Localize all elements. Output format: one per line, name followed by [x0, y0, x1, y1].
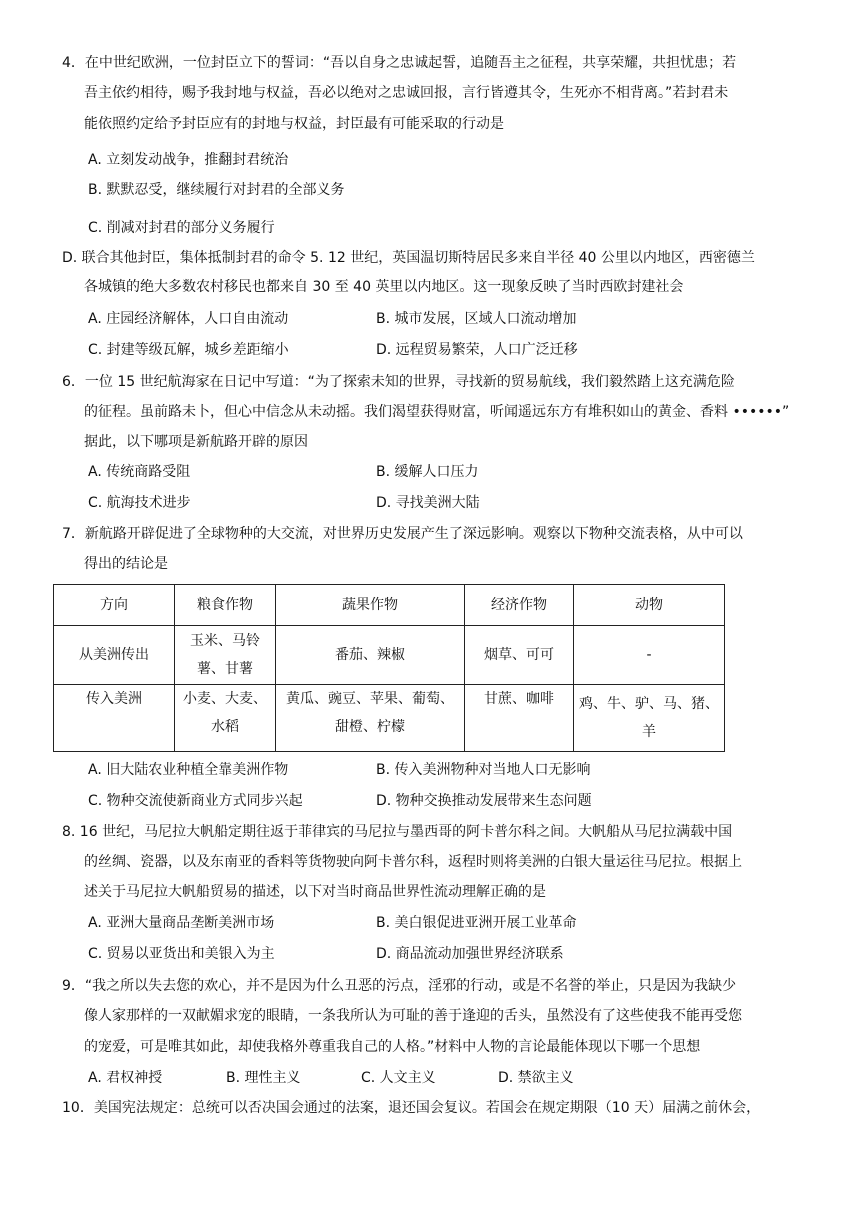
- table-cell: 鸡、牛、驴、马、猪、羊: [574, 685, 725, 752]
- table-cell: 从美洲传出: [54, 626, 175, 685]
- q9-option-c: C. 人文主义: [361, 1070, 436, 1086]
- q9-option-a: A. 君权神授: [88, 1070, 163, 1086]
- q4-stem-line1: 4．在中世纪欧洲，一位封臣立下的誓词：“吾以自身之忠诚起誓，追随吾主之征程，共享荣耀，共担忧患；若: [62, 55, 737, 71]
- table-header-cell: 动物: [574, 585, 725, 626]
- q8-option-c: C. 贸易以亚货出和美银入为主: [88, 946, 275, 962]
- table-row: [54, 685, 725, 752]
- q5-option-c: C. 封建等级瓦解，城乡差距缩小: [88, 342, 289, 358]
- table-cell: 黄瓜、豌豆、苹果、葡萄、甜橙、柠檬: [276, 685, 465, 752]
- q6-option-d: D. 寻找美洲大陆: [376, 495, 480, 511]
- q5-option-d: D. 远程贸易繁荣，人口广泛迁移: [376, 342, 578, 358]
- q6-stem-line3: 据此，以下哪项是新航路开辟的原因: [84, 434, 308, 450]
- q4-option-a: A. 立刻发动战争，推翻封君统治: [88, 152, 289, 168]
- q8-stem-line3: 述关于马尼拉大帆船贸易的描述，以下对当时商品世界性流动理解正确的是: [84, 884, 546, 900]
- table-header-cell: 粮食作物: [175, 585, 276, 626]
- q8-option-d: D. 商品流动加强世界经济联系: [376, 946, 564, 962]
- q5-stem-line2: 各城镇的绝大多数农村移民也都来自 30 至 40 英里以内地区。这一现象反映了当时西欧封建社会: [84, 279, 684, 295]
- table-cell: 烟草、可可: [465, 626, 574, 685]
- q8-option-b: B. 美白银促进亚洲开展工业革命: [376, 915, 577, 931]
- q7-stem-line1: 7．新航路开辟促进了全球物种的大交流，对世界历史发展产生了深远影响。观察以下物种交流表格，从中可以: [62, 526, 743, 542]
- q6-stem-line2: 的征程。虽前路未卜，但心中信念从未动摇。我们渴望获得财富，听闻遥远东方有堆积如山的黄金、香料 ••••••”: [84, 404, 790, 420]
- q4-stem-line3: 能依照约定给予封臣应有的封地与权益，封臣最有可能采取的行动是: [84, 116, 504, 132]
- q8-stem-line1: 8. 16 世纪，马尼拉大帆船定期往返于菲律宾的马尼拉与墨西哥的阿卡普尔科之间。大帆船从马尼拉满载中国: [62, 824, 733, 840]
- q5-option-a: A. 庄园经济解体，人口自由流动: [88, 311, 289, 327]
- q4-option-b: B. 默默忍受，继续履行对封君的全部义务: [88, 182, 345, 198]
- q8-stem-line2: 的丝绸、瓷器，以及东南亚的香料等货物驶向阿卡普尔科，返程时则将美洲的白银大量运往马尼拉。根据上: [84, 854, 742, 870]
- q4-option-c: C. 削减对封君的部分义务履行: [88, 220, 275, 236]
- table-cell: 小麦、大麦、水稻: [175, 685, 276, 752]
- q6-option-c: C. 航海技术进步: [88, 495, 191, 511]
- q6-stem-line1: 6．一位 15 世纪航海家在日记中写道：“为了探索未知的世界，寻找新的贸易航线，我们毅然踏上这充满危险: [62, 374, 735, 390]
- species-exchange-table: [53, 584, 725, 752]
- q9-stem-line3: 的宠爱，可是唯其如此，却使我格外尊重我自己的人格。”材料中人物的言论最能体现以下哪一个思想: [84, 1039, 701, 1055]
- q10-stem-line1: 10．美国宪法规定：总统可以否决国会通过的法案，退还国会复议。若国会在规定期限（10 天）届满之前休会，: [62, 1100, 761, 1116]
- q6-option-a: A. 传统商路受阻: [88, 464, 191, 480]
- table-header-cell: 蔬果作物: [276, 585, 465, 626]
- q7-stem-line2: 得出的结论是: [84, 556, 168, 572]
- q4-option-d-q5-stem: D. 联合其他封臣，集体抵制封君的命令 5. 12 世纪，英国温切斯特居民多来自半径 40 公里以内地区，西密德兰: [62, 250, 755, 266]
- table-header-row: [54, 585, 725, 626]
- q9-option-d: D. 禁欲主义: [498, 1070, 574, 1086]
- table-header-cell: 方向: [54, 585, 175, 626]
- q9-stem-line1: 9．“我之所以失去您的欢心，并不是因为什么丑恶的污点，淫邪的行动，或是不名誉的举止，只是因为我缺少: [62, 978, 737, 994]
- table-cell: 传入美洲: [54, 685, 175, 752]
- table-cell: -: [574, 626, 725, 685]
- q7-option-d: D. 物种交换推动发展带来生态问题: [376, 793, 592, 809]
- table-header-cell: 经济作物: [465, 585, 574, 626]
- q8-option-a: A. 亚洲大量商品垄断美洲市场: [88, 915, 275, 931]
- table-cell: 玉米、马铃薯、甘薯: [175, 626, 276, 685]
- table-cell: 番茄、辣椒: [276, 626, 465, 685]
- q4-stem-line2: 吾主依约相待，赐予我封地与权益，吾必以绝对之忠诚回报，言行皆遵其令，生死亦不相背离。”若封君未: [84, 85, 729, 101]
- table-row: [54, 626, 725, 685]
- q6-option-b: B. 缓解人口压力: [376, 464, 479, 480]
- q5-option-b: B. 城市发展，区域人口流动增加: [376, 311, 577, 327]
- q9-stem-line2: 像人家那样的一双献媚求宠的眼睛，一条我所认为可耻的善于逢迎的舌头，虽然没有了这些使我不能再受您: [84, 1008, 742, 1024]
- q7-option-a: A. 旧大陆农业种植全靠美洲作物: [88, 762, 289, 778]
- table-cell: 甘蔗、咖啡: [465, 685, 574, 752]
- q7-option-b: B. 传入美洲物种对当地人口无影响: [376, 762, 591, 778]
- q7-option-c: C. 物种交流使新商业方式同步兴起: [88, 793, 303, 809]
- q9-option-b: B. 理性主义: [226, 1070, 301, 1086]
